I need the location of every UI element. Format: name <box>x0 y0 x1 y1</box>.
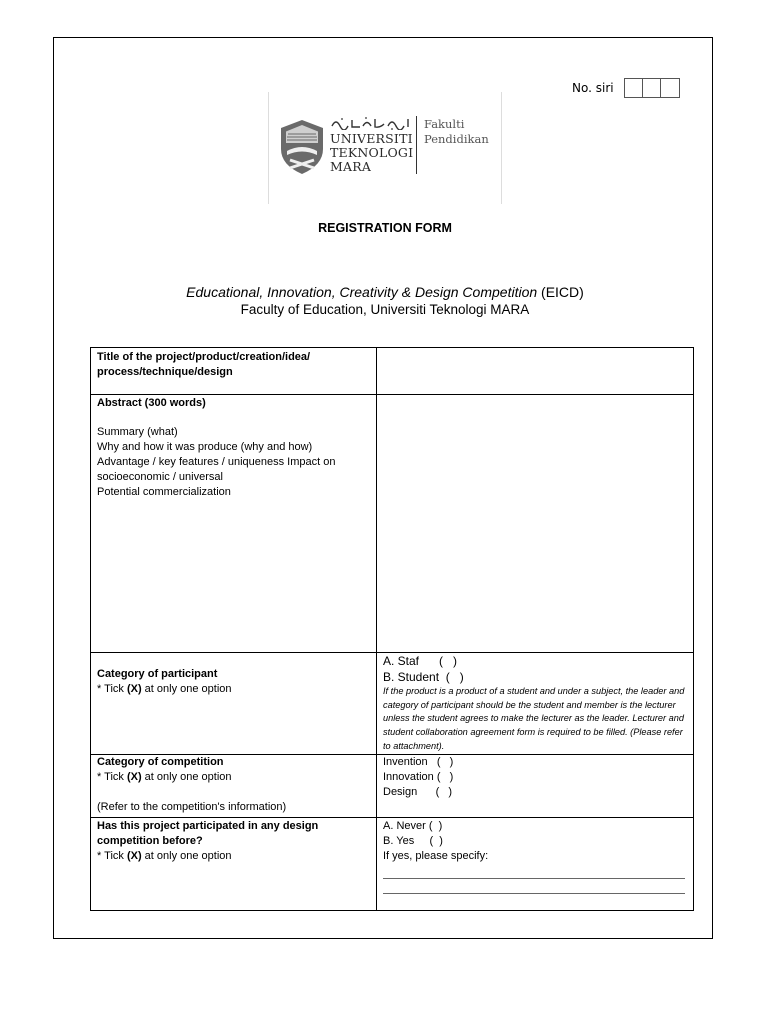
title-label-cell: Title of the project/product/creation/idea/ process/technique/design <box>91 348 377 395</box>
competition-label-cell: Category of competition * Tick (X) at only one option (Refer to the competition's information) <box>91 754 377 817</box>
faculty-name: Fakulti Pendidikan <box>424 117 489 146</box>
option-yes[interactable]: B. Yes ( ) <box>383 834 443 847</box>
serial-box[interactable] <box>643 79 661 97</box>
abstract-row <box>91 395 694 653</box>
logo-divider <box>416 116 417 174</box>
jawi-script <box>330 116 414 130</box>
event-name: Educational, Innovation, Creativity & Design Competition (EICD) <box>186 284 584 300</box>
abstract-item: Potential commercialization <box>97 486 231 498</box>
participant-note: If the product is a product of a student and under a subject, the leader and category of participant should be the student and member is the lecturer unless the student agrees to make the lecturer as the leader. Lecturer and student collaboration agreement form is required to be filled. (Please refer to attachment). <box>383 686 685 751</box>
participant-row <box>91 653 694 755</box>
registration-table <box>90 347 694 911</box>
title-input-cell[interactable] <box>377 348 694 395</box>
competition-row <box>91 754 694 817</box>
option-student[interactable]: B. Student ( ) <box>383 670 464 684</box>
option-design[interactable]: Design ( ) <box>383 785 453 798</box>
option-never[interactable]: A. Never ( ) <box>383 819 443 832</box>
specify-label: If yes, please specify: <box>383 849 489 862</box>
abstract-item: socioeconomic / universal <box>97 471 223 483</box>
serial-box[interactable] <box>661 79 679 97</box>
abstract-item: Why and how it was produce (why and how) <box>97 441 313 453</box>
option-invention[interactable]: Invention ( ) <box>383 755 454 768</box>
faculty-line: Faculty of Education, Universiti Teknologi MARA <box>240 302 530 317</box>
university-logo <box>268 92 502 204</box>
participant-label-cell: Category of participant * Tick (X) at only one option <box>91 653 377 755</box>
serial-number <box>572 78 680 98</box>
participated-label-cell: Has this project participated in any design competition before? * Tick (X) at only one option <box>91 817 377 910</box>
serial-box[interactable] <box>625 79 643 97</box>
title-row <box>91 348 694 395</box>
abstract-item: Advantage / key features / uniqueness Impact on <box>97 456 336 468</box>
specify-line-1[interactable] <box>383 864 685 879</box>
uitm-crest-icon <box>277 119 327 175</box>
serial-boxes[interactable] <box>624 78 680 98</box>
participated-options-cell <box>377 817 694 910</box>
abstract-input-cell[interactable] <box>377 395 694 653</box>
form-title: REGISTRATION FORM <box>318 221 452 235</box>
abstract-label-cell: Abstract (300 words) Summary (what) Why and how it was produce (why and how) Advantage / key features / uniqueness Impact on socioeconomic / universal Potential commercialization <box>91 395 377 653</box>
option-innovation[interactable]: Innovation ( ) <box>383 770 454 783</box>
participant-options-cell <box>377 653 694 755</box>
university-name: UNIVERSITI TEKNOLOGI MARA <box>330 131 414 174</box>
serial-label: No. siri <box>572 81 614 95</box>
abstract-item: Summary (what) <box>97 426 178 438</box>
specify-line-2[interactable] <box>383 879 685 894</box>
option-staf[interactable]: A. Staf ( ) <box>383 654 458 668</box>
competition-options-cell <box>377 754 694 817</box>
participated-row <box>91 817 694 910</box>
